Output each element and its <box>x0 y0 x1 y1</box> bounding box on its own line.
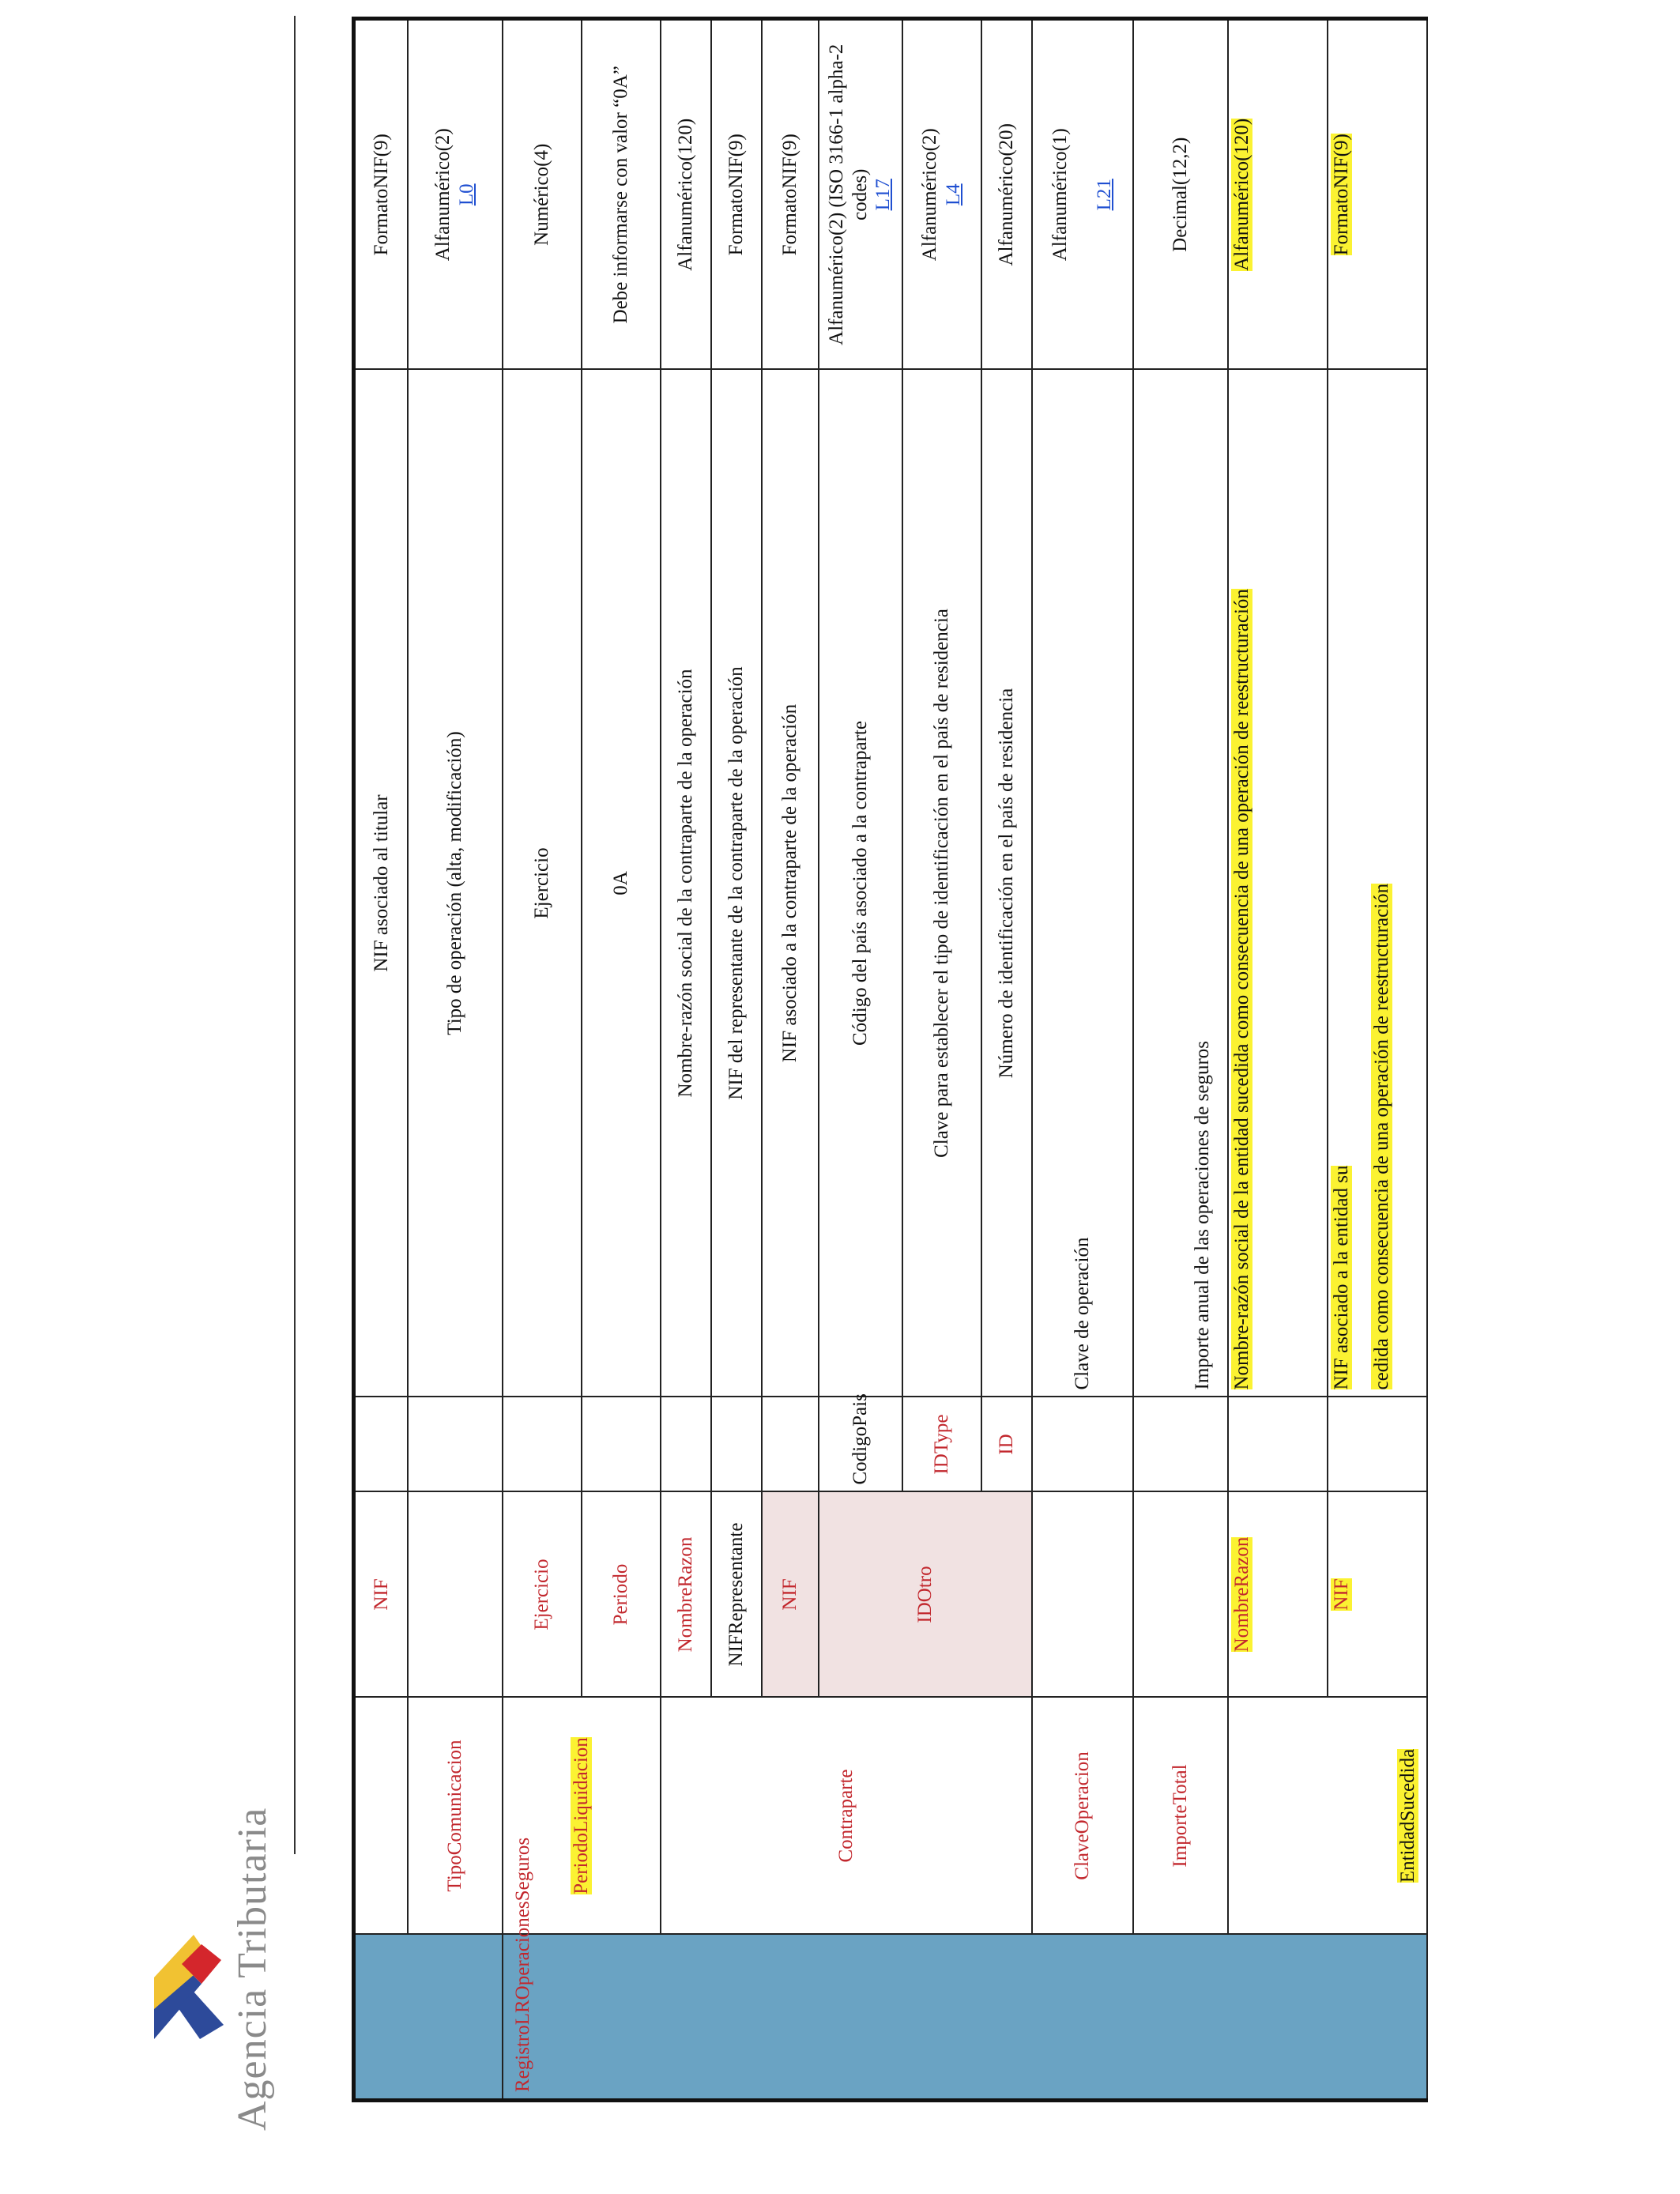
field-description: 0A <box>582 370 661 1397</box>
field-name: Periodo <box>582 1492 661 1698</box>
table-row <box>408 19 503 2101</box>
highlighted-field: EntidadSucedida <box>1397 1748 1418 1883</box>
highlighted-format: Alfanumérico(120) <box>1230 118 1252 271</box>
format-text: Alfanumérico(2) (ISO 3166-1 alpha-2 codes) <box>826 43 871 345</box>
subfield-name: CodigoPais <box>819 1397 902 1492</box>
field-format: FormatoNIF(9) <box>762 19 819 370</box>
agency-name: Agencia Tributaria <box>230 1807 275 2131</box>
table-cell <box>1032 1492 1133 1698</box>
format-text: Alfanumérico(2) <box>432 128 454 262</box>
field-description: Clave para establecer el tipo de identificación en el país de residencia <box>902 370 981 1397</box>
field-description: Nombre-razón social de la contraparte de la operación <box>661 370 711 1397</box>
field-name: Ejercicio <box>503 1492 582 1698</box>
header-rule <box>294 16 296 1854</box>
format-text: Alfanumérico(1) <box>1049 128 1071 262</box>
field-format: Debe informarse con valor “0A” <box>582 19 661 370</box>
description-line <box>1370 377 1394 1390</box>
table-row <box>1228 19 1328 2101</box>
highlighted-field: NombreRazon <box>1230 1536 1252 1653</box>
subfield-name: IDType <box>902 1397 981 1492</box>
block-cell <box>354 1935 503 2101</box>
table-cell <box>354 1397 408 1492</box>
highlighted-field: PeriodoLiquidacion <box>570 1737 592 1894</box>
list-link-l17[interactable]: L17 <box>872 179 895 211</box>
field-format: Alfanumérico(120) <box>661 19 711 370</box>
field-name: NombreRazon <box>661 1492 711 1698</box>
field-description: NIF asociado al titular <box>354 370 408 1397</box>
field-format <box>902 19 981 370</box>
field-format: Decimal(12,2) <box>1133 19 1228 370</box>
highlighted-format: FormatoNIF(9) <box>1330 134 1352 256</box>
table-cell <box>1228 1397 1328 1492</box>
field-name: Contraparte <box>661 1698 1032 1935</box>
field-name: NIFRepresentante <box>711 1492 762 1698</box>
block-name: RegistroLROperacionesSeguros <box>503 1935 1427 2101</box>
table-cell <box>408 1492 503 1698</box>
field-description: Importe anual de las operaciones de seguros <box>1133 370 1228 1397</box>
field-name <box>1228 1492 1328 1698</box>
field-name: ImporteTotal <box>1133 1698 1228 1935</box>
field-description: Ejercicio <box>503 370 582 1397</box>
table-cell <box>762 1397 819 1492</box>
fields-table <box>352 17 1428 2102</box>
field-format <box>1032 19 1133 370</box>
list-link-l0[interactable]: L0 <box>455 183 477 206</box>
table-row <box>503 19 582 2101</box>
format-text: Alfanumérico(2) <box>919 128 940 262</box>
field-description: Tipo de operación (alta, modificación) <box>408 370 503 1397</box>
table-cell <box>1328 1397 1427 1492</box>
field-format <box>1228 19 1328 370</box>
highlighted-description: NIF asociado a la entidad su <box>1330 1165 1352 1390</box>
field-format: Alfanumérico(20) <box>981 19 1032 370</box>
field-format <box>1328 19 1427 370</box>
field-format <box>819 19 902 370</box>
highlighted-description: Nombre-razón social de la entidad sucedida como consecuencia de una operación de reestructuración <box>1230 589 1252 1390</box>
table-cell <box>582 1397 661 1492</box>
subfield-name: ID <box>981 1397 1032 1492</box>
field-description: Clave de operación <box>1032 370 1133 1397</box>
table-cell <box>1133 1492 1228 1698</box>
table-cell <box>711 1397 762 1492</box>
field-description <box>1228 370 1328 1397</box>
field-description: NIF del representante de la contraparte de la operación <box>711 370 762 1397</box>
table-cell <box>1032 1397 1133 1492</box>
field-format: Numérico(4) <box>503 19 582 370</box>
table-cell <box>1133 1397 1228 1492</box>
table-row <box>1133 19 1228 2101</box>
field-name: ClaveOperacion <box>1032 1698 1133 1935</box>
list-link-l4[interactable]: L4 <box>942 183 964 206</box>
field-name: IDOtro <box>819 1492 1032 1698</box>
highlighted-description: cedida como consecuencia de una operación de reestructuración <box>1371 883 1392 1390</box>
field-name: NIF <box>762 1492 819 1698</box>
field-description <box>1328 370 1427 1397</box>
table-row <box>354 19 408 2101</box>
field-format: FormatoNIF(9) <box>354 19 408 370</box>
field-format: FormatoNIF(9) <box>711 19 762 370</box>
table-cell <box>503 1397 582 1492</box>
field-name: NIF <box>354 1492 408 1698</box>
table-cell <box>661 1397 711 1492</box>
field-name <box>1328 1492 1427 1698</box>
table-cell <box>354 1698 408 1935</box>
list-link-l21[interactable]: L21 <box>1093 179 1115 211</box>
table-row <box>1032 19 1133 2101</box>
field-name <box>1228 1698 1427 1935</box>
table-cell <box>408 1397 503 1492</box>
field-name: TipoComunicacion <box>408 1698 503 1935</box>
field-description: Código del país asociado a la contraparte <box>819 370 902 1397</box>
field-format <box>408 19 503 370</box>
description-line <box>1330 377 1354 1390</box>
highlighted-field: NIF <box>1330 1578 1352 1611</box>
field-description: Número de identificación en el país de residencia <box>981 370 1032 1397</box>
field-description: NIF asociado a la contraparte de la operación <box>762 370 819 1397</box>
table-row <box>661 19 711 2101</box>
agencia-tributaria-logo <box>154 1935 225 2039</box>
